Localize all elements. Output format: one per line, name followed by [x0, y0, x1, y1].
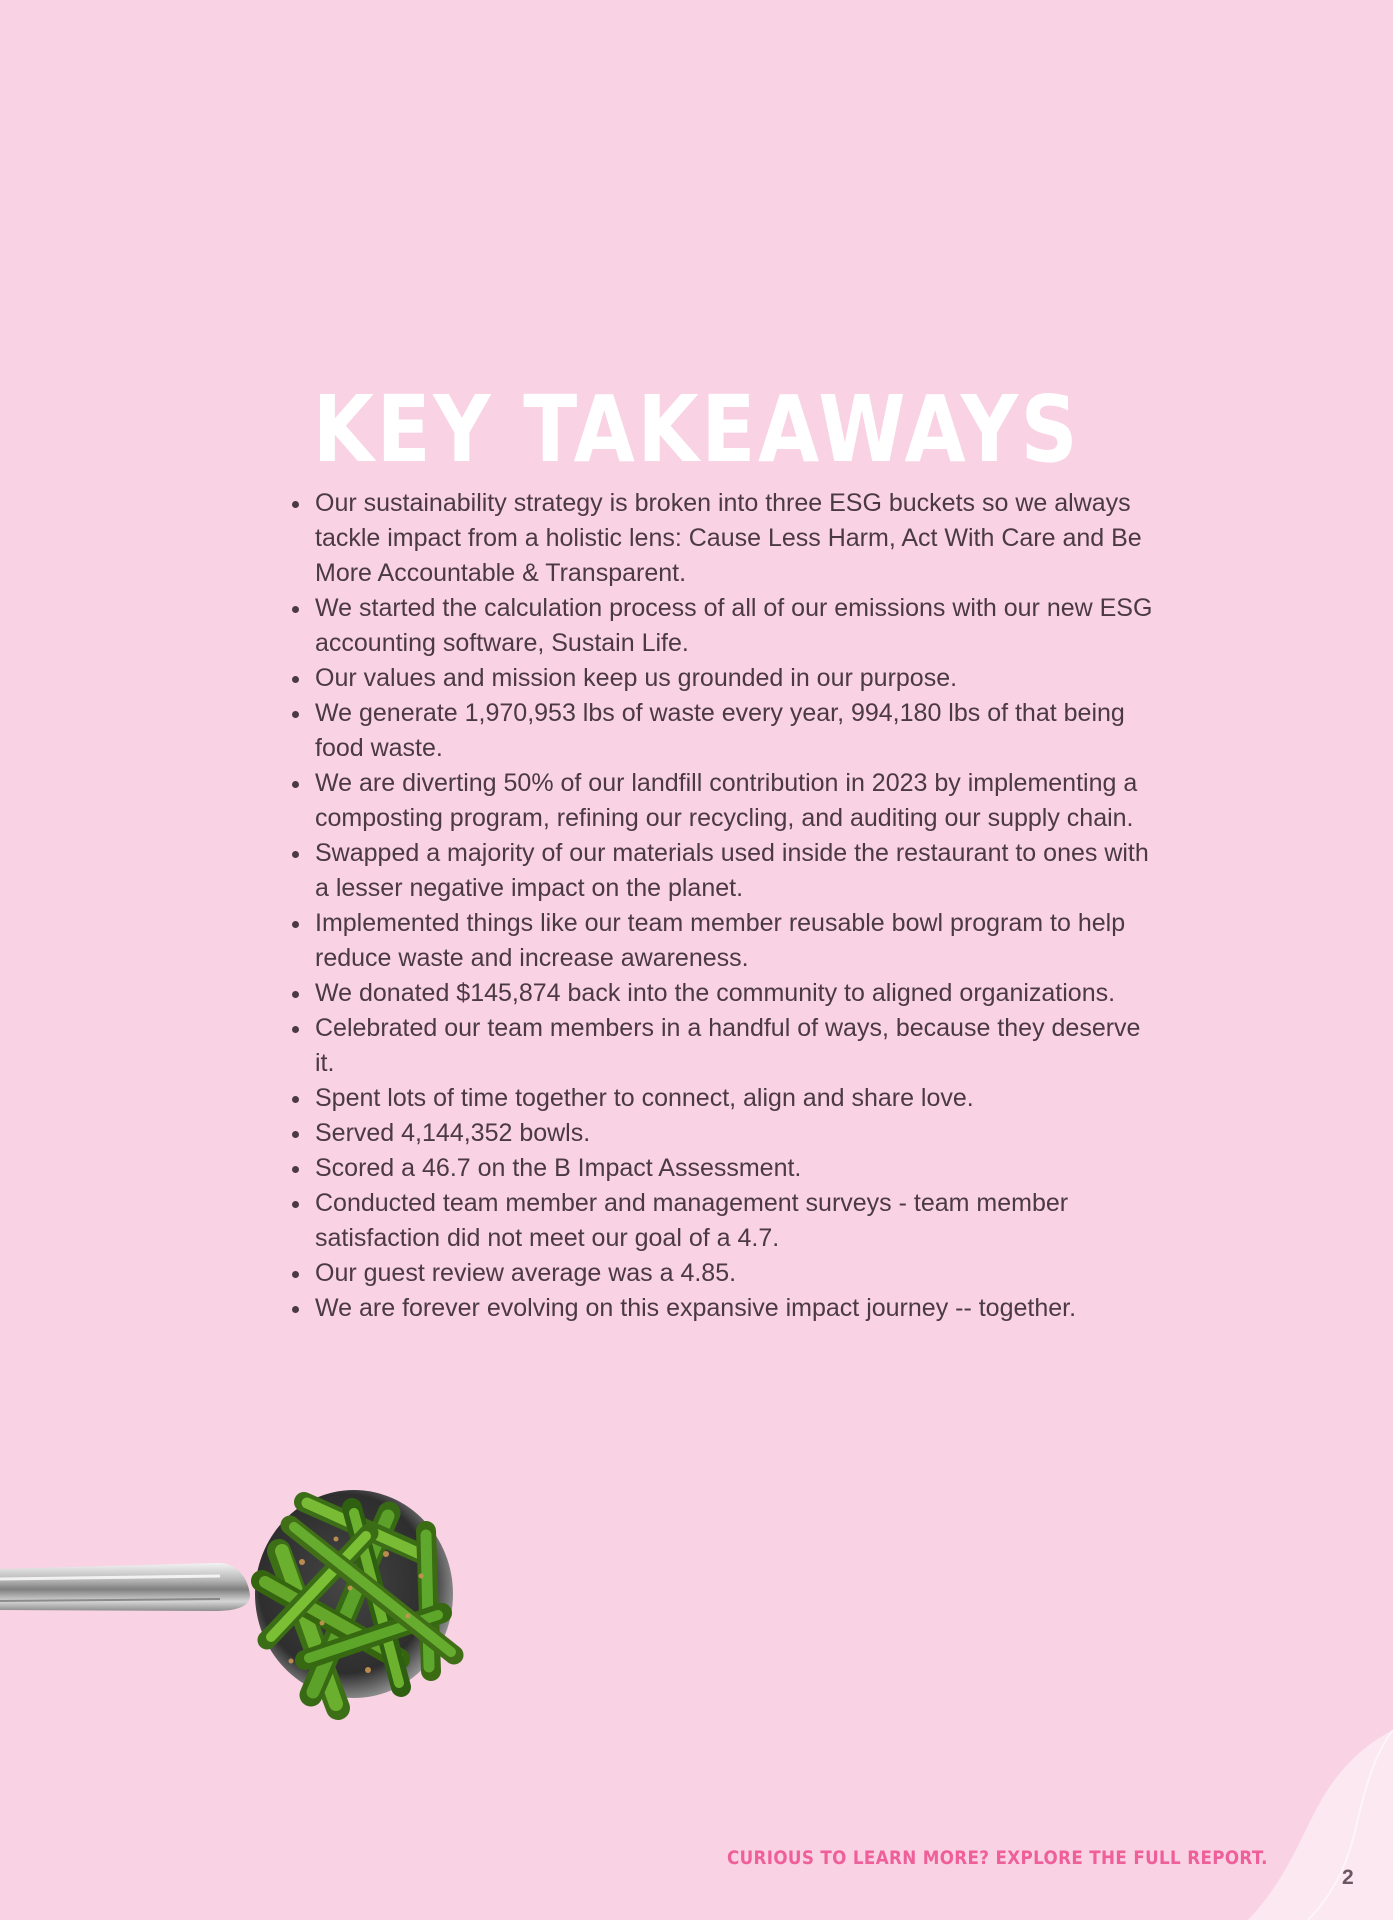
takeaway-item: • Scored a 46.7 on the B Impact Assessment. — [313, 1151, 1159, 1186]
takeaway-item: • Spent lots of time together to connect, align and share love. — [313, 1081, 1159, 1116]
takeaway-item: • We are forever evolving on this expansive impact journey -- together. — [313, 1291, 1159, 1326]
takeaway-item: • Swapped a majority of our materials used inside the restaurant to ones with a lesser negative impact on the planet. — [313, 836, 1159, 906]
key-takeaways-list — [284, 486, 1159, 1326]
explore-full-report-link[interactable]: CURIOUS TO LEARN MORE? EXPLORE THE FULL REPORT. — [727, 1847, 1268, 1869]
takeaway-item: • We generate 1,970,953 lbs of waste every year, 994,180 lbs of that being food waste. — [313, 696, 1159, 766]
page-curl-icon — [1248, 1730, 1393, 1920]
takeaway-item: • Served 4,144,352 bowls. — [313, 1116, 1159, 1151]
takeaway-item: • Implemented things like our team member reusable bowl program to help reduce waste and increase awareness. — [313, 906, 1159, 976]
takeaway-item: • We are diverting 50% of our landfill contribution in 2023 by implementing a composting program, refining our recycling, and auditing our supply chain. — [313, 766, 1159, 836]
takeaway-item: • Our values and mission keep us grounded in our purpose. — [313, 661, 1159, 696]
takeaway-item: • Our guest review average was a 4.85. — [313, 1256, 1159, 1291]
takeaway-item: • Celebrated our team members in a handful of ways, because they deserve it. — [313, 1011, 1159, 1081]
page-number: 2 — [1342, 1866, 1354, 1889]
takeaway-item: • Our sustainability strategy is broken into three ESG buckets so we always tackle impact from a holistic lens: Cause Less Harm, Act With Care and Be More Accountable & Transparent. — [313, 486, 1159, 591]
page-title: KEY TAKEAWAYS — [312, 376, 1081, 483]
takeaway-item: • Conducted team member and management surveys - team member satisfaction did not meet our goal of a 4.7. — [313, 1186, 1159, 1256]
green-beans-spoon-image — [0, 1485, 470, 1725]
takeaway-item: • We donated $145,874 back into the community to aligned organizations. — [313, 976, 1159, 1011]
takeaway-item: • We started the calculation process of all of our emissions with our new ESG accounting software, Sustain Life. — [313, 591, 1159, 661]
